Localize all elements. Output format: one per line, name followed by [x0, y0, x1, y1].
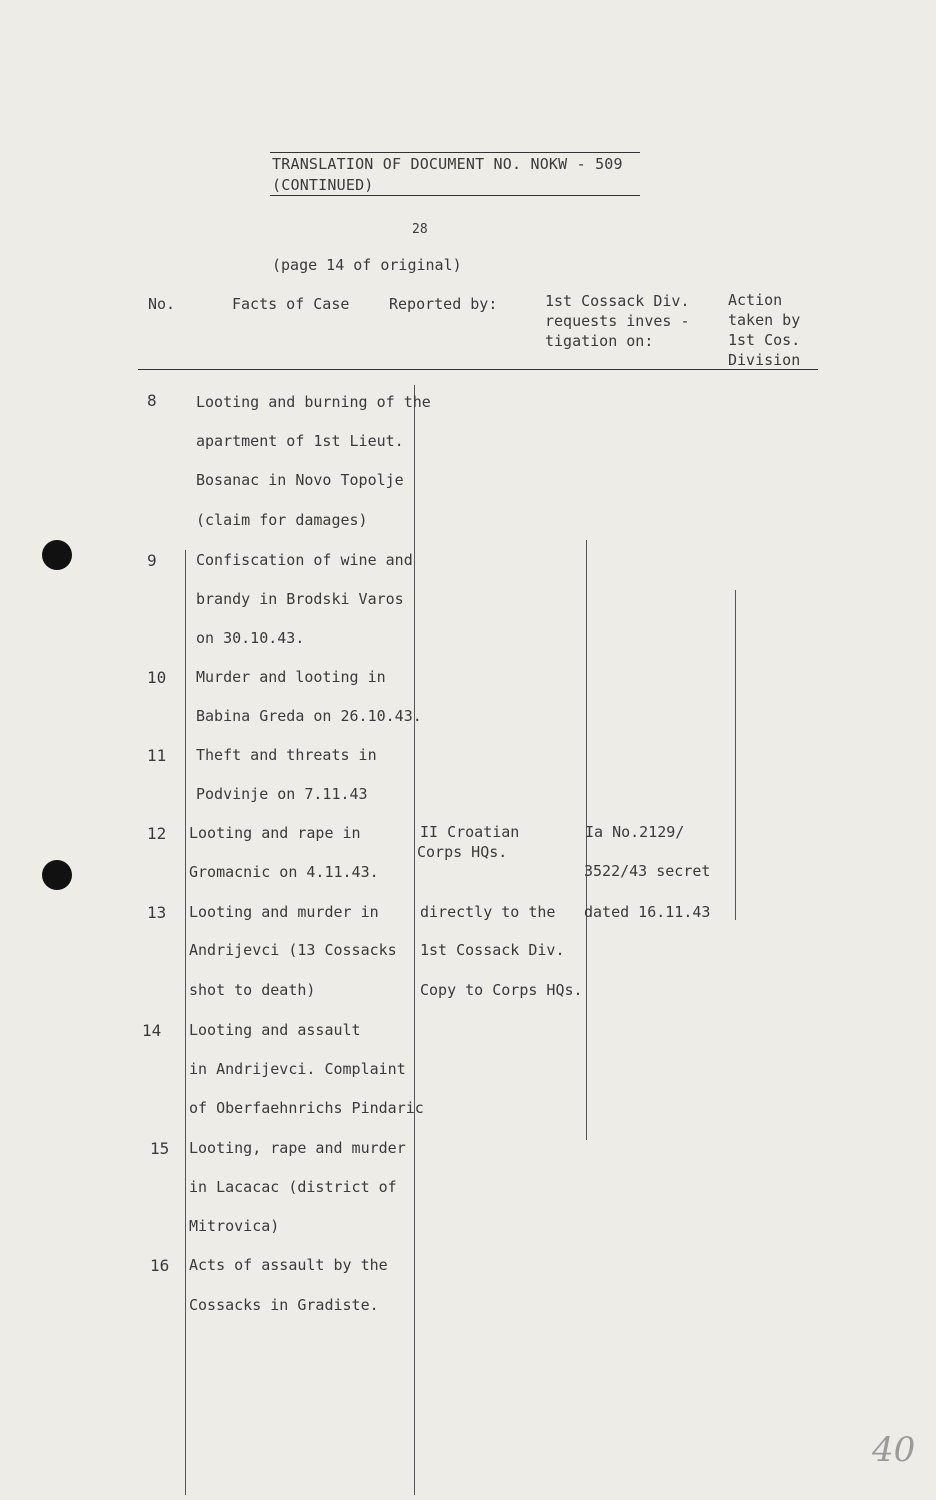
row-number: 15 — [150, 1139, 170, 1158]
punch-hole-top — [42, 540, 72, 570]
fact-line: Andrijevci (13 Cossacks — [189, 941, 397, 959]
fact-line: Looting and burning of the — [196, 393, 431, 411]
fact-line: brandy in Brodski Varos — [196, 590, 404, 608]
fact-line: (claim for damages) — [196, 511, 368, 529]
title-rule-bottom — [270, 195, 640, 196]
fact-line: in Andrijevci. Complaint — [189, 1060, 406, 1078]
fact-line: Looting, rape and murder — [189, 1139, 406, 1157]
fact-line: of Oberfaehnrichs Pindaric — [189, 1099, 424, 1117]
column-divider-action — [735, 590, 736, 920]
row-number: 11 — [147, 746, 167, 765]
page-number: 28 — [412, 222, 428, 237]
fact-line: Babina Greda on 26.10.43. — [196, 707, 422, 725]
row-number: 8 — [147, 391, 157, 410]
row-number: 12 — [147, 824, 167, 843]
fact-line: Confiscation of wine and — [196, 551, 413, 569]
reported-by-line: II Croatian — [420, 823, 520, 841]
request-ref-line: 3522/43 secret — [584, 862, 711, 880]
page-of-original: (page 14 of original) — [272, 256, 462, 274]
column-header-facts: Facts of Case — [232, 295, 350, 313]
column-header-requests — [545, 291, 690, 351]
column-header-requests-line: 1st Cossack Div. — [545, 292, 690, 310]
request-ref-line: dated 16.11.43 — [584, 903, 711, 921]
column-header-action-line: Division — [728, 351, 801, 369]
row-number: 14 — [142, 1021, 162, 1040]
title-rule-top — [270, 152, 640, 153]
fact-line: Looting and rape in — [189, 824, 361, 842]
column-header-action-line: Action — [728, 291, 783, 309]
document-title-line2: (CONTINUED) — [272, 176, 374, 194]
reported-by-line: Copy to Corps HQs. — [420, 981, 583, 999]
fact-line: Podvinje on 7.11.43 — [196, 785, 368, 803]
fact-line: Mitrovica) — [189, 1217, 280, 1235]
reported-by-line: Corps HQs. — [417, 843, 508, 861]
column-header-no: No. — [148, 295, 176, 313]
handwritten-folio-number: 40 — [872, 1430, 916, 1470]
header-rule — [138, 369, 818, 370]
reported-by-line: 1st Cossack Div. — [420, 941, 565, 959]
punch-hole-bottom — [42, 860, 72, 890]
fact-line: on 30.10.43. — [196, 629, 305, 647]
fact-line: Looting and assault — [189, 1021, 361, 1039]
column-header-action — [728, 290, 800, 370]
fact-line: Murder and looting in — [196, 668, 386, 686]
fact-line: in Lacacac (district of — [189, 1178, 397, 1196]
row-number: 13 — [147, 903, 167, 922]
column-divider-reported — [414, 385, 415, 1495]
reported-by-line: directly to the — [420, 903, 556, 921]
fact-line: Gromacnic on 4.11.43. — [189, 863, 379, 881]
fact-line: Bosanac in Novo Topolje — [196, 471, 404, 489]
column-header-requests-line: tigation on: — [545, 332, 654, 350]
fact-line: apartment of 1st Lieut. — [196, 432, 404, 450]
column-divider-facts — [185, 550, 186, 1495]
document-title-line1: TRANSLATION OF DOCUMENT NO. NOKW - 509 — [272, 155, 623, 173]
row-number: 10 — [147, 668, 167, 687]
fact-line: Cossacks in Gradiste. — [189, 1296, 379, 1314]
column-header-action-line: taken by — [728, 311, 801, 329]
request-ref-line: Ia No.2129/ — [585, 823, 685, 841]
column-header-requests-line: requests inves - — [545, 312, 690, 330]
fact-line: shot to death) — [189, 981, 316, 999]
fact-line: Theft and threats in — [196, 746, 377, 764]
fact-line: Looting and murder in — [189, 903, 379, 921]
column-header-action-line: 1st Cos. — [728, 331, 801, 349]
column-header-reported: Reported by: — [389, 295, 498, 313]
row-number: 16 — [150, 1256, 170, 1275]
fact-line: Acts of assault by the — [189, 1256, 388, 1274]
row-number: 9 — [147, 551, 157, 570]
